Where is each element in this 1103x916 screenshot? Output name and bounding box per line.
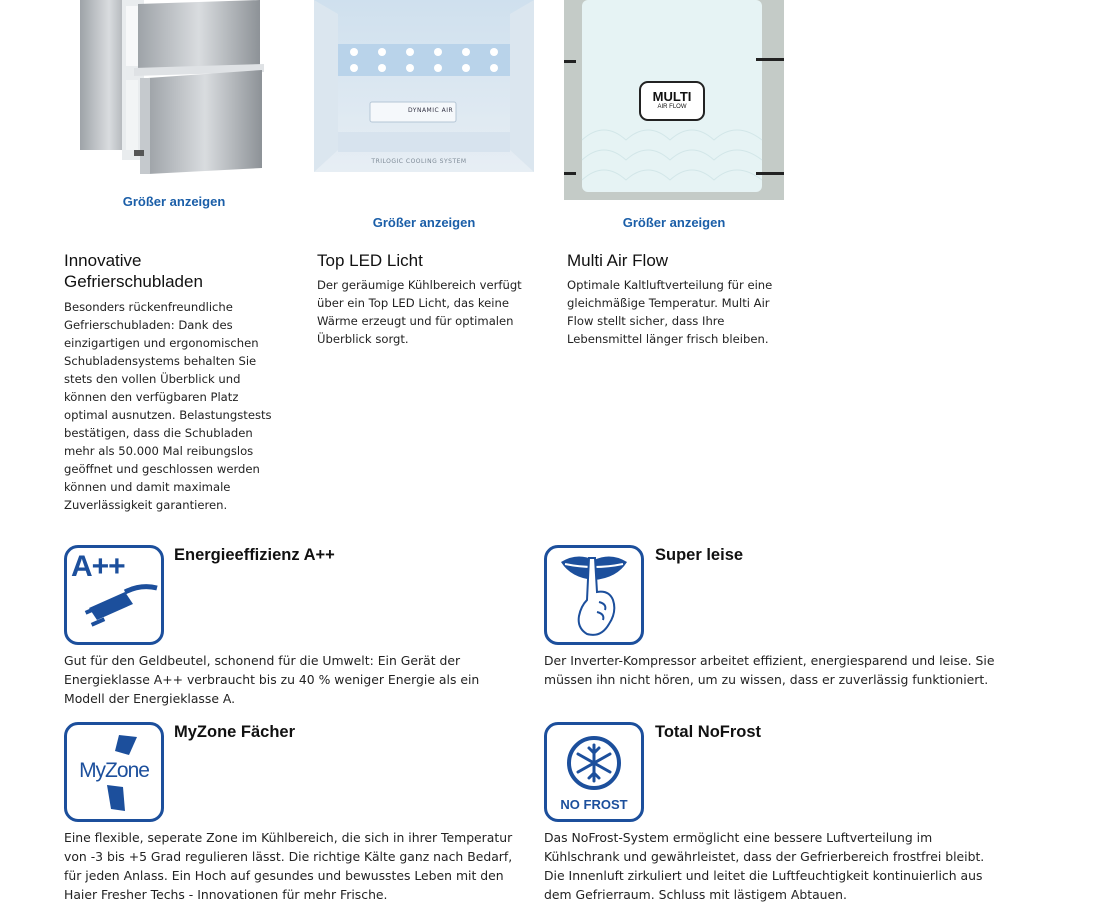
myzone-icon-label: MyZone — [79, 759, 149, 782]
energy-icon-label: A++ — [71, 550, 125, 583]
feature-text-led: Der geräumige Kühlbereich verfügt über ein Top LED Licht, das keine Wärme erzeugt und für optimalen Überblick sorgt. — [317, 278, 522, 346]
feature-title-led: Top LED Licht — [317, 251, 423, 270]
led-light-image[interactable] — [314, 0, 534, 172]
enlarge-link-multi-air[interactable]: Größer anzeigen — [622, 215, 726, 230]
myzone-icon — [64, 722, 164, 822]
dynamic-air-label: DYNAMIC AIR — [408, 107, 454, 114]
feature-text-myzone: Eine flexible, seperate Zone im Kühlbereich, die sich in ihrer Temperatur von -3 bis +5 Grad regulieren lässt. Die richtige Kälte ganz nach Bedarf, für jeden Anlass. Ein Hoch auf gesundes und bewusstes Leben mit den Haier Fresher Techs - Innovationen für mehr Frische. — [64, 830, 513, 902]
feature-title-energy: Energieeffizienz A++ — [174, 546, 335, 564]
feature-title-silent: Super leise — [655, 546, 744, 564]
energy-efficiency-icon — [64, 545, 164, 645]
feature-text-multi-air: Optimale Kaltluftverteilung für eine gleichmäßige Temperatur. Multi Air Flow stellt sicher, dass Ihre Lebensmittel länger frisch bleiben. — [567, 278, 773, 346]
air-flow-badge-label: AIR FLOW — [657, 104, 687, 110]
enlarge-link-freezer[interactable]: Größer anzeigen — [122, 194, 226, 209]
trilogic-label: TRILOGIC COOLING SYSTEM — [371, 158, 467, 165]
feature-text-energy: Gut für den Geldbeutel, schonend für die Umwelt: Ein Gerät der Energieklasse A++ verbraucht bis zu 40 % weniger Energie als ein Modell der Energieklasse A. — [64, 653, 480, 706]
feature-title-multi-air: Multi Air Flow — [567, 251, 669, 270]
freezer-drawers-image[interactable] — [64, 0, 284, 180]
nofrost-icon — [544, 722, 644, 822]
feature-text-freezer-drawers: Besonders rückenfreundliche Gefrierschubladen: Dank des einzigartigen und ergonomischen Schubladensystems behalten Sie stets den vollen Überblick und können den verfügbaren Platz optimal ausnutzen. Belastungstests bestätigen, dass die Schubladen mehr als 50.000 Mal reibungslos geöffnet und geschlossen werden können und damit maximale Zuverlässigkeit garantieren. — [64, 300, 272, 512]
feature-text-silent: Der Inverter-Kompressor arbeitet effizient, energiesparend und leise. Sie müssen ihn nicht hören, um zu wissen, dass er zuverlässig funktioniert. — [544, 653, 995, 687]
multi-badge-label: MULTI — [652, 89, 692, 104]
enlarge-link-led[interactable]: Größer anzeigen — [372, 215, 476, 230]
nofrost-icon-label: NO FROST — [560, 797, 628, 812]
silent-icon — [544, 545, 644, 645]
feature-title-nofrost: Total NoFrost — [655, 723, 762, 741]
feature-title-myzone: MyZone Fächer — [174, 723, 296, 741]
feature-text-nofrost: Das NoFrost-System ermöglicht eine bessere Luftverteilung im Kühlschrank und gewährleistet, dass der Gefrierbereich frostfrei bleibt. Die Innenluft zirkuliert und leitet die Luftfeuchtigkeit kontinuierlich aus dem Gefrierraum. Schluss mit lästigem Abtauen. — [544, 830, 985, 902]
feature-title-freezer-drawers: Innovative Gefrierschubladen — [64, 251, 203, 291]
multi-air-flow-image[interactable] — [564, 0, 784, 200]
